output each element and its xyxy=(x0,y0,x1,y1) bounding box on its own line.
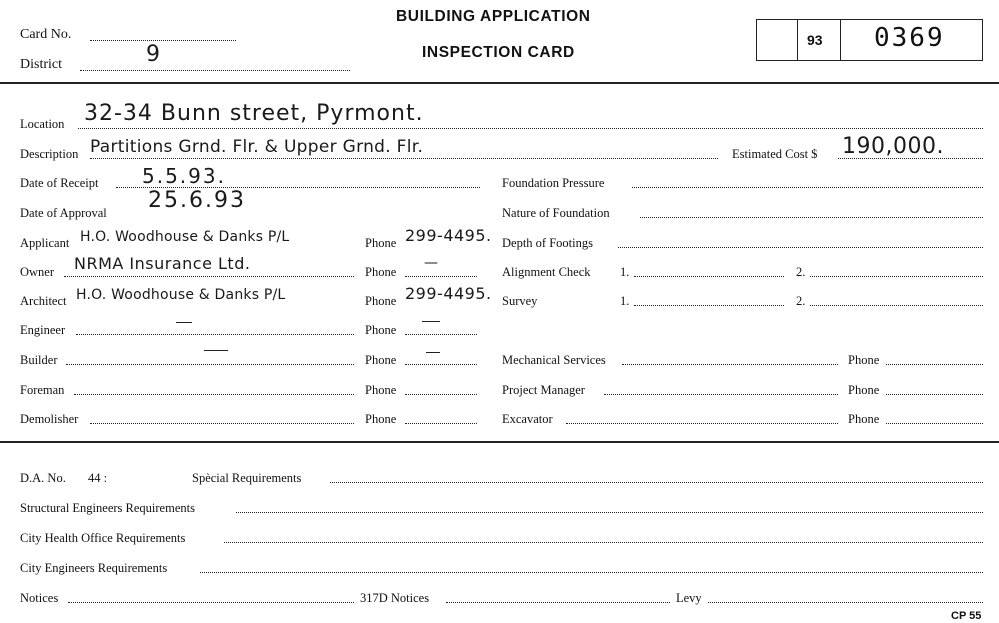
city-engineers-label: City Engineers Requirements xyxy=(20,561,168,575)
owner-phone-value: — xyxy=(424,255,439,271)
project-manager-phone-field[interactable] xyxy=(886,394,983,395)
location-value: 32-34 Bunn street, Pyrmont. xyxy=(84,101,424,126)
special-requirements-label: Spècial Requirements xyxy=(192,471,302,485)
demolisher-phone-field[interactable] xyxy=(405,423,477,424)
city-health-office-field[interactable] xyxy=(224,542,983,543)
survey-2-field[interactable] xyxy=(810,305,983,306)
owner-phone-label: Phone xyxy=(365,265,397,279)
engineer-phone-label: Phone xyxy=(365,323,397,337)
applicant-phone-label: Phone xyxy=(365,236,397,250)
applicant-phone-value: 299-4495. xyxy=(405,226,492,245)
location-label: Location xyxy=(20,117,65,131)
builder-label: Builder xyxy=(20,353,58,367)
builder-dash-mark xyxy=(204,350,228,351)
demolisher-field[interactable] xyxy=(90,423,354,424)
applicant-value: H.O. Woodhouse & Danks P/L xyxy=(80,229,290,245)
builder-phone-label: Phone xyxy=(365,353,397,367)
location-field[interactable] xyxy=(78,128,983,129)
box-divider-right xyxy=(840,19,841,61)
project-manager-field[interactable] xyxy=(604,394,838,395)
excavator-label: Excavator xyxy=(502,412,553,426)
form-code: CP 55 xyxy=(951,610,982,622)
excavator-field[interactable] xyxy=(566,423,838,424)
levy-field[interactable] xyxy=(708,602,983,603)
builder-phone-dash-mark xyxy=(426,352,440,353)
demolisher-label: Demolisher xyxy=(20,412,79,426)
date-of-approval-value: 25.6.93 xyxy=(148,188,246,213)
card-number-box xyxy=(756,19,983,61)
title-line-1: BUILDING APPLICATION xyxy=(396,8,591,25)
mechanical-services-field[interactable] xyxy=(622,364,838,365)
structural-engineers-field[interactable] xyxy=(236,512,983,513)
architect-phone-label: Phone xyxy=(365,294,397,308)
structural-engineers-label: Structural Engineers Requirements xyxy=(20,501,195,515)
city-health-office-label: City Health Office Requirements xyxy=(20,531,186,545)
engineer-phone-field[interactable] xyxy=(405,334,477,335)
district-value: 9 xyxy=(146,42,161,67)
engineer-phone-dash-mark xyxy=(422,321,440,322)
da-no-value: 44 : xyxy=(88,471,108,485)
year-code: 93 xyxy=(807,32,823,48)
special-requirements-field[interactable] xyxy=(330,482,983,483)
notices-317d-label: 317D Notices xyxy=(360,591,430,605)
mechanical-services-label: Mechanical Services xyxy=(502,353,606,367)
architect-value: H.O. Woodhouse & Danks P/L xyxy=(76,287,286,303)
nature-of-foundation-field[interactable] xyxy=(640,217,983,218)
card-number: 0369 xyxy=(874,23,945,53)
owner-label: Owner xyxy=(20,265,55,279)
notices-field[interactable] xyxy=(68,602,354,603)
requirements-divider xyxy=(0,441,999,443)
alignment-check-label: Alignment Check xyxy=(502,265,591,279)
architect-phone-value: 299-4495. xyxy=(405,284,492,303)
foreman-field[interactable] xyxy=(74,394,354,395)
foreman-label: Foreman xyxy=(20,383,65,397)
card-no-field[interactable] xyxy=(90,40,236,41)
district-field[interactable] xyxy=(80,70,350,71)
box-divider-left xyxy=(797,19,798,61)
date-of-receipt-value: 5.5.93. xyxy=(142,164,226,188)
description-label: Description xyxy=(20,147,79,161)
architect-label: Architect xyxy=(20,294,67,308)
survey-1-label: 1. xyxy=(620,294,630,308)
engineer-label: Engineer xyxy=(20,323,66,337)
date-of-receipt-label: Date of Receipt xyxy=(20,176,99,190)
depth-of-footings-field[interactable] xyxy=(618,247,983,248)
survey-2-label: 2. xyxy=(796,294,806,308)
project-manager-phone-label: Phone xyxy=(848,383,880,397)
card-no-label: Card No. xyxy=(20,27,72,42)
description-field[interactable] xyxy=(90,158,718,159)
foundation-pressure-field[interactable] xyxy=(632,187,983,188)
owner-field[interactable] xyxy=(64,276,354,277)
foreman-phone-field[interactable] xyxy=(405,394,477,395)
alignment-check-2-field[interactable] xyxy=(810,276,983,277)
notices-label: Notices xyxy=(20,591,59,605)
date-of-approval-label: Date of Approval xyxy=(20,206,107,220)
district-label: District xyxy=(20,57,62,72)
levy-label: Levy xyxy=(676,591,702,605)
foreman-phone-label: Phone xyxy=(365,383,397,397)
survey-label: Survey xyxy=(502,294,538,308)
engineer-dash-mark xyxy=(176,322,192,323)
alignment-check-2-label: 2. xyxy=(796,265,806,279)
alignment-check-1-label: 1. xyxy=(620,265,630,279)
notices-317d-field[interactable] xyxy=(446,602,670,603)
header-divider xyxy=(0,82,999,84)
owner-value: NRMA Insurance Ltd. xyxy=(74,254,251,273)
da-no-label: D.A. No. xyxy=(20,471,66,485)
applicant-label: Applicant xyxy=(20,236,70,250)
survey-1-field[interactable] xyxy=(634,305,784,306)
builder-field[interactable] xyxy=(66,364,354,365)
estimated-cost-value: 190,000. xyxy=(842,134,944,159)
mechanical-services-phone-label: Phone xyxy=(848,353,880,367)
mechanical-services-phone-field[interactable] xyxy=(886,364,983,365)
builder-phone-field[interactable] xyxy=(405,364,477,365)
depth-of-footings-label: Depth of Footings xyxy=(502,236,593,250)
alignment-check-1-field[interactable] xyxy=(634,276,784,277)
owner-phone-field[interactable] xyxy=(405,276,477,277)
city-engineers-field[interactable] xyxy=(200,572,983,573)
excavator-phone-field[interactable] xyxy=(886,423,983,424)
engineer-field[interactable] xyxy=(76,334,354,335)
foundation-pressure-label: Foundation Pressure xyxy=(502,176,605,190)
demolisher-phone-label: Phone xyxy=(365,412,397,426)
description-value: Partitions Grnd. Flr. & Upper Grnd. Flr. xyxy=(90,137,424,157)
estimated-cost-label: Estimated Cost $ xyxy=(732,147,818,161)
project-manager-label: Project Manager xyxy=(502,383,585,397)
title-line-2: INSPECTION CARD xyxy=(422,44,575,61)
excavator-phone-label: Phone xyxy=(848,412,880,426)
nature-of-foundation-label: Nature of Foundation xyxy=(502,206,610,220)
